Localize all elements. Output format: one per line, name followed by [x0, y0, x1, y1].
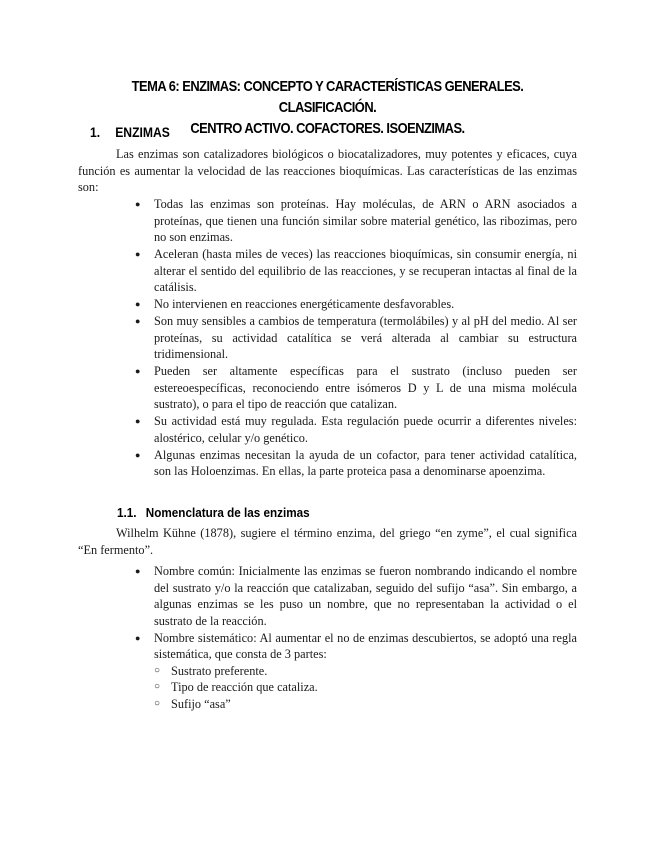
- section-1-number: 1.: [90, 125, 101, 140]
- section-1-1-intro: Wilhelm Kühne (1878), sugiere el término enzima, del griego “en zyme”, el cual significa “En fermento”.: [78, 526, 577, 557]
- sub-list-item: ○ Sufijo “asa”: [154, 696, 577, 713]
- title-line-2: CENTRO ACTIVO. COFACTORES. ISOENZIMAS.: [190, 120, 465, 137]
- sub-list-item: ○ Sustrato preferente.: [154, 663, 577, 680]
- list-item: [130, 630, 577, 713]
- sub-list-item: ○ Tipo de reacción que cataliza.: [154, 679, 577, 696]
- list-item: ● Pueden ser altamente específicas para el sustrato (incluso pueden ser estereoespecíficas, reconociendo entre isómeros D y L de una misma molécula sustrato), o para el tipo de reacción que catalizan.: [130, 363, 577, 413]
- list-item: ● Son muy sensibles a cambios de temperatura (termolábiles) y al pH del medio. Al ser proteínas, su actividad catalítica se verá alterada al cambiar su estructura tridimensional.: [130, 313, 577, 363]
- list-item: ● No intervienen en reacciones energéticamente desfavorables.: [130, 296, 577, 313]
- section-1-heading: [90, 125, 170, 140]
- list-item: ● Nombre común: Inicialmente las enzimas se fueron nombrando indicando el nombre del sustrato y/o la reacción que catalizaban, seguido del sufijo “asa”. Sin embargo, a algunas enzimas se les puso un nombre, que no representaban la actividad o el sustrato de la reacción.: [130, 563, 577, 629]
- list-item: ● Algunas enzimas necesitan la ayuda de un cofactor, para tener actividad catalítica, son las Holoenzimas. En ellas, la parte proteica pasa a denominarse apoenzima.: [130, 447, 577, 480]
- list-item: ● Aceleran (hasta miles de veces) las reacciones bioquímicas, sin consumir energía, ni alterar el sentido del equilibrio de las reacciones, y se recuperan intactas al final de la catálisis.: [130, 246, 577, 296]
- section-1-intro: Las enzimas son catalizadores biológicos o biocatalizadores, muy potentes y eficaces, cuya función es aumentar la velocidad de las reacciones bioquímicas. Las características de las enzimas son:: [78, 147, 577, 194]
- title-line-1: TEMA 6: ENZIMAS: CONCEPTO Y CARACTERÍSTICAS GENERALES. CLASIFICACIÓN.: [131, 78, 524, 116]
- section-1-characteristics-list: [130, 196, 577, 480]
- list-item: ● Todas las enzimas son proteínas. Hay moléculas, de ARN o ARN asociados a proteínas, que tienen una función similar sobre material genético, las ribozimas, pero no son enzimas.: [130, 196, 577, 246]
- section-1-1-number: 1.1.: [117, 505, 137, 520]
- section-1-1-title: Nomenclatura de las enzimas: [145, 505, 310, 520]
- section-1-title: ENZIMAS: [115, 125, 170, 140]
- systematic-name-parts-list: [154, 663, 577, 713]
- list-item-text: Nombre sistemático: Al aumentar el no de enzimas descubiertos, se adoptó una regla sistemática, que consta de 3 partes:: [154, 630, 577, 661]
- nomenclature-list: [130, 563, 577, 713]
- list-item: ● Su actividad está muy regulada. Esta regulación puede ocurrir a diferentes niveles: alostérico, celular y/o genético.: [130, 413, 577, 446]
- section-1-1-heading: [117, 505, 310, 520]
